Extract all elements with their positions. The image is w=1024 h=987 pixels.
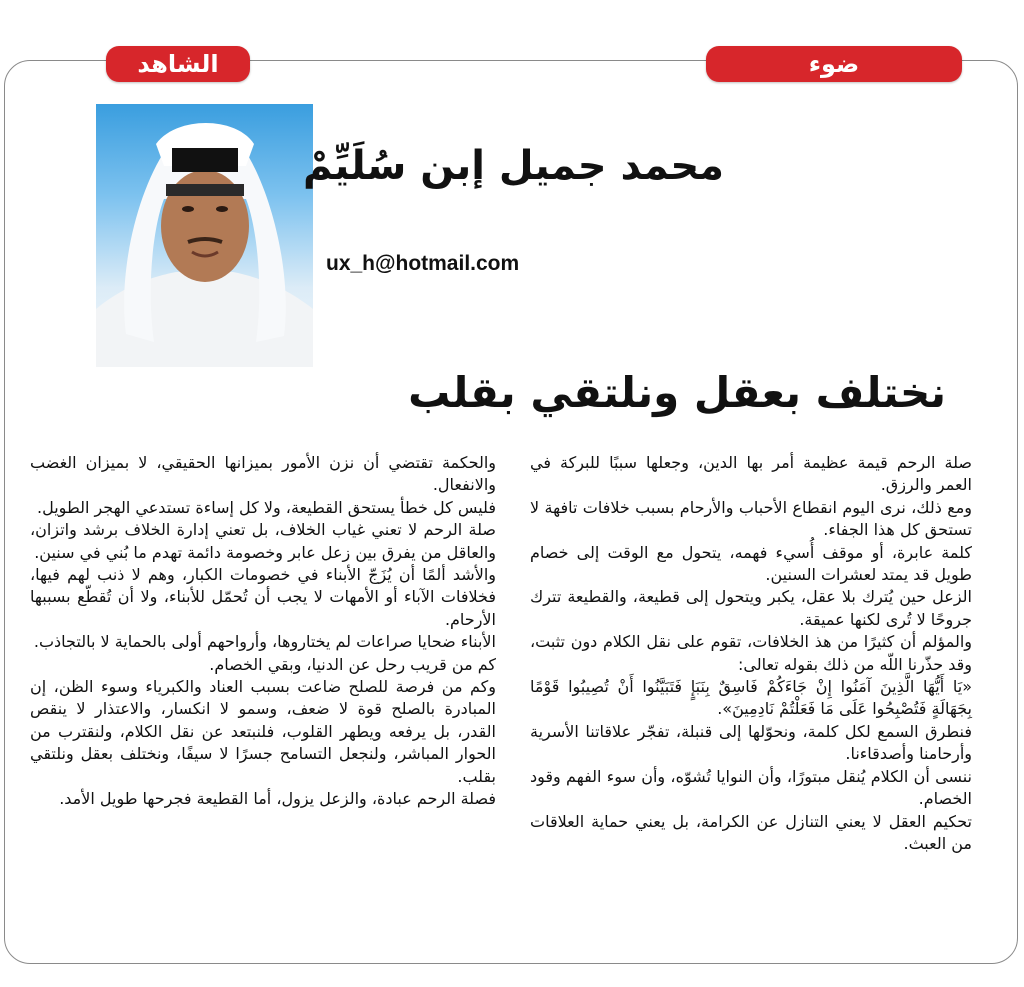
paragraph: الأبناء ضحايا صراعات لم يختاروها، وأرواحهم أولى بالحماية لا بالتجاذب. (33, 632, 496, 652)
author-name: محمد جميل إبن سُلَيِّمْ (302, 143, 724, 189)
paragraph: والأشد ألمًا أن يُزَجّ الأبناء في خصومات الكبار، وهم لا ذنب لهم فيها، فخلافات الآباء أو الأمهات لا يجب أن تُحمّل للأبناء، ولا أن تُقطّع بسببها الأرحام. (30, 565, 496, 629)
author-photo (96, 104, 313, 367)
paragraph: الزعل حين يُترك بلا عقل، يكبر ويتحول إلى قطيعة، والقطيعة تترك جروحًا لا تُرى لكنها عميقة. (530, 587, 972, 629)
paragraph: تحكيم العقل لا يعني التنازل عن الكرامة، بل يعني حماية العلاقات من العبث. (530, 811, 972, 853)
paragraph: فليس كل خطأ يستحق القطيعة، ولا كل إساءة تستدعي الهجر الطويل. (37, 497, 496, 517)
paragraph: وكم من فرصة للصلح ضاعت بسبب العناد والكبرياء وسوء الظن، إن المبادرة بالصلح قوة لا ضعف، وسمو لا انكسار، والاعتذار لا ينقص القدر، بل يرفعه ويطهر القلوب، فلنبتعد عن نقل الكلام، ولنقترب من الحوار المباشر، ولنجعل التسامح جسرًا لا سيفًا، ونختلف بعقل ونلتقي بقلب. (30, 677, 496, 786)
section-tab: ضوء (706, 46, 962, 82)
article-column-left (30, 452, 496, 811)
paragraph: ومع ذلك، نرى اليوم انقطاع الأحباب والأرحام بسبب خلافات تافهة لا تستحق كل هذا الجفاء. (530, 497, 972, 540)
paragraph: والمؤلم أن كثيرًا من هذ الخلافات، تقوم على نقل الكلام دون تثبت، وقد حذّرنا اللّه من ذلك بقوله تعالى: (530, 632, 972, 674)
paragraph: كلمة عابرة، أو موقف أُسيء فهمه، يتحول مع الوقت إلى خصام طويل قد يمتد لعشرات السنين. (530, 542, 972, 585)
quran-quote: «يَا أَيُّهَا الَّذِينَ آمَنُوا إِنْ جَاءَكُمْ فَاسِقٌ بِنَبَإٍ فَتَبَيَّنُوا أَنْ تُصِيبُوا قَوْمًا بِجَهَالَةٍ فَتُصْبِحُوا عَلَى مَا فَعَلْتُمْ نَادِمِينَ». (530, 677, 972, 719)
author-email[interactable]: ux_h@hotmail.com (326, 252, 520, 275)
article-headline: نختلف بعقل ونلتقي بقلب (408, 368, 946, 417)
author-portrait-illustration (96, 104, 313, 367)
article-column-right (530, 452, 972, 855)
paragraph: كم من قريب رحل عن الدنيا، وبقي الخصام. (209, 654, 496, 674)
paragraph: والحكمة تقتضي أن نزن الأمور بميزانها الحقيقي، لا بميزان الغضب والانفعال. (30, 453, 496, 495)
paragraph: ننسى أن الكلام يُنقل مبتورًا، وأن النوايا تُشوّه، وأن سوء الفهم وقود الخصام. (530, 766, 972, 809)
paragraph: فصلة الرحم عبادة، والزعل يزول، أما القطيعة فجرحها طويل الأمد. (59, 789, 496, 809)
paragraph: صلة الرحم قيمة عظيمة أمر بها الدين، وجعلها سببًا للبركة في العمر والرزق. (530, 453, 972, 495)
column-tab: الشاهد (106, 46, 250, 82)
paragraph: فنطرق السمع لكل كلمة، ونحوّلها إلى قنبلة، تفجّر علاقاتنا الأسرية وأرحامنا وأصدقاءنا. (530, 721, 972, 764)
paragraph: صلة الرحم لا تعني غياب الخلاف، بل تعني إدارة الخلاف برشد واتزان، والعاقل من يفرق بين زعل عابر وخصومة دائمة تهدم ما بُني في سنين. (30, 520, 496, 562)
